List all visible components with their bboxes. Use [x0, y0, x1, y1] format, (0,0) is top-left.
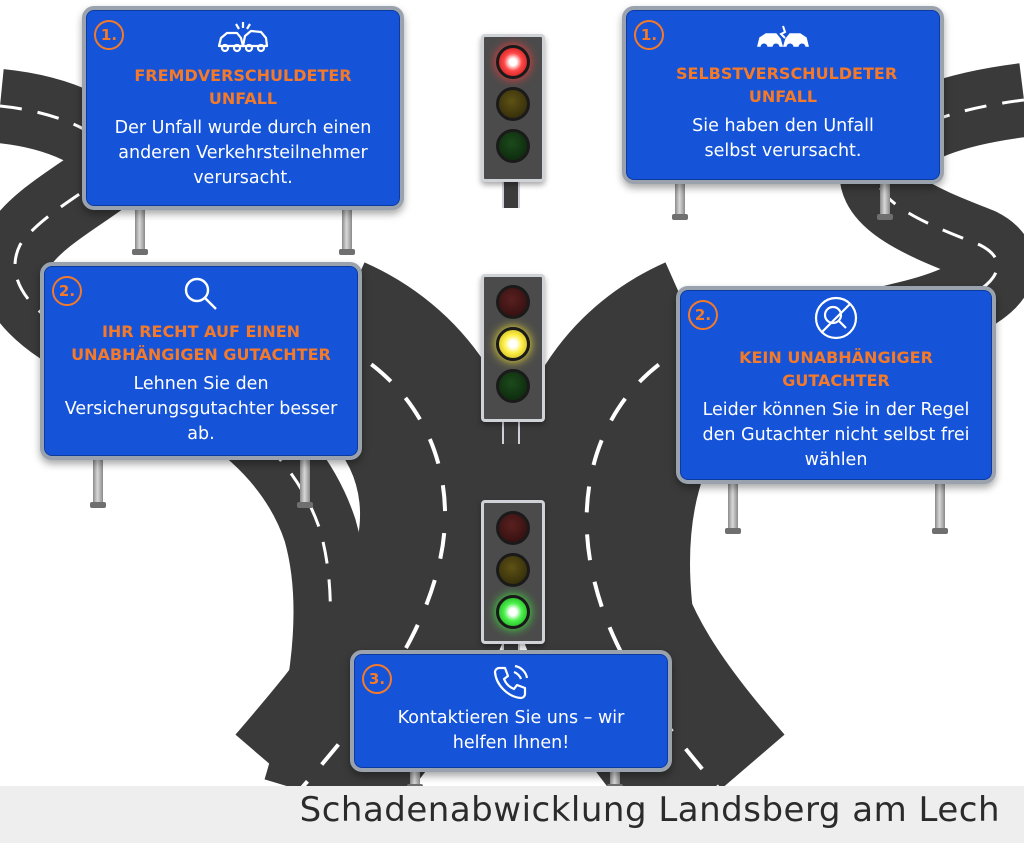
magnifier-icon: [181, 274, 221, 314]
red-lamp-off: [496, 285, 530, 319]
sign-post: [300, 456, 310, 504]
step-number: 2.: [52, 276, 82, 306]
sign-post: [93, 456, 103, 504]
traffic-light-bottom: [481, 500, 545, 644]
red-lamp-on: [496, 45, 530, 79]
green-lamp-off: [496, 129, 530, 163]
sign-text: Sie haben den Unfall selbst verursacht.: [692, 116, 874, 161]
sign-post: [675, 180, 685, 216]
step-number: 1.: [634, 20, 664, 50]
green-lamp-on: [496, 595, 530, 629]
sign-post: [935, 480, 945, 530]
sign-recht-auf-gutachter: [40, 262, 362, 460]
footer-title: Schadenabwicklung Landsberg am Lech: [299, 790, 1000, 830]
step-number: 1.: [94, 20, 124, 50]
sign-title: SELBSTVERSCHULDETER UNFALL: [676, 64, 898, 106]
yellow-lamp-on: [496, 327, 530, 361]
sign-title: FREMDVERSCHULDETER UNFALL: [134, 66, 352, 108]
sign-post: [880, 180, 890, 216]
sign-fremdverschuldeter-unfall: [82, 6, 404, 210]
traffic-light-middle: [481, 274, 545, 422]
car-crash-icon: [215, 20, 271, 58]
sign-text: Lehnen Sie den Versicherungsgutachter besser ab.: [64, 374, 338, 444]
sign-post: [135, 203, 145, 251]
phone-ringing-icon: [491, 662, 531, 702]
sign-text: Der Unfall wurde durch einen anderen Verkehrsteilnehmer verursacht.: [114, 118, 372, 188]
sign-kein-gutachter: [676, 286, 996, 484]
sign-text: Leider können Sie in der Regel den Gutachter nicht selbst frei wählen: [702, 400, 970, 470]
sign-selbstverschuldeter-unfall: [622, 6, 944, 184]
yellow-lamp-off: [496, 553, 530, 587]
yellow-lamp-off: [496, 87, 530, 121]
step-number: 2.: [688, 300, 718, 330]
green-lamp-off: [496, 369, 530, 403]
sign-title: KEIN UNABHÄNGIGER GUTACHTER: [739, 348, 933, 390]
red-lamp-off: [496, 511, 530, 545]
sign-kontakt: [350, 650, 672, 772]
car-collision-icon: [755, 22, 811, 56]
traffic-light-top: [481, 34, 545, 182]
sign-title: IHR RECHT AUF EINEN UNABHÄNGIGEN GUTACHTER: [71, 322, 331, 364]
step-number: 3.: [362, 664, 392, 694]
no-magnifier-icon: [814, 296, 858, 340]
traffic-light-pole: [502, 178, 520, 208]
sign-post: [728, 480, 738, 530]
sign-text: Kontaktieren Sie uns – wir helfen Ihnen!: [397, 708, 625, 753]
sign-post: [342, 203, 352, 251]
